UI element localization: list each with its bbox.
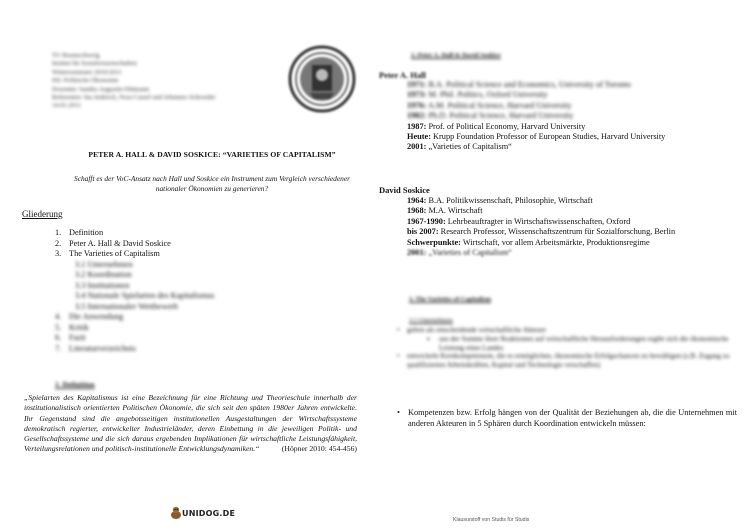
bio-blurred-section — [407, 80, 737, 122]
toc-sub-item: 3.1 Unternehmen — [75, 259, 133, 269]
toc-item-number: 5. — [55, 322, 62, 332]
bio-text: Ph.D. Political Science, Harvard University — [428, 111, 574, 121]
bio-year: 2001: — [407, 248, 427, 258]
toc-item-label: Definition — [69, 228, 104, 237]
toc-item-label: Die Anwendung — [69, 312, 124, 321]
table-of-contents — [55, 228, 355, 354]
bio-year: Heute: — [407, 132, 431, 142]
bio-text: M. Phil. Politics, Oxford University — [428, 90, 548, 100]
toc-item — [55, 344, 355, 355]
bio-row — [407, 206, 737, 216]
header-line: Wintersemester 2010/2011 — [52, 68, 122, 76]
toc-item-label: Fazit — [69, 333, 86, 342]
header-line: Institut für Sozialwissenschaften — [52, 60, 137, 68]
bio-text: Prof. of Political Economy, Harvard University — [428, 121, 586, 131]
sub-bullet-item: ▪ aus der Summe ihrer Reaktionen auf wirtschaftliche Herausforderungen ergibt sich die ökonomische Leistung eines Landes — [397, 335, 737, 353]
bio-text: Wirtschaft, vor allem Arbeitsmärkte, Produktionsregime — [462, 237, 650, 247]
document-title: PETER A. HALL & DAVID SOSKICE: “VARIETIES OF CAPITALISM” — [88, 150, 336, 159]
bio-year: 1971: — [407, 80, 427, 89]
subsection-heading: 3.1 Unternehmen — [409, 317, 453, 324]
bio-text: Research Professor, Wissenschaftszentrum für Sozialforschung, Berlin — [440, 227, 676, 237]
person-name: Peter A. Hall — [379, 70, 426, 80]
bullet-item: • entwickeln Kernkompetenzen, die es ermöglichen, ökonomische Erfolgschancen zu bewältigen (z.B. Zugang zu qualifizierten Arbeitskräften, Kapital und Technologie verschaffen) — [397, 352, 737, 370]
bio-row — [407, 132, 737, 142]
toc-sub-item: 3.4 Nationale Spielarten des Kapitalismus — [75, 291, 215, 300]
bio-text: A.M. Political Science, Harvard University — [427, 100, 572, 110]
university-seal-icon — [288, 45, 356, 113]
dog-logo-icon — [170, 506, 182, 520]
toc-item-label: Literaturverzeichnis — [69, 343, 136, 353]
footer-slogan: Klausurstoff von Studis für Studis — [453, 517, 530, 523]
toc-sub-item: 3.2 Koordination — [75, 270, 132, 279]
bio-row — [407, 227, 737, 237]
toc-blurred-section — [55, 260, 355, 355]
bullet-list — [397, 408, 737, 429]
bio-year: 1967-1990: — [407, 216, 446, 226]
section-heading: 1. Definition — [55, 380, 95, 389]
quote-text: „Spielarten des Kapitalismus ist eine Bezeichnung für eine Richtung und Theorieschule innerhalb der institutionalistisch orientierten Politischen Ökonomie, die sich seit den späten 1980er Jahren entwickelte. Ihr Gegenstand sind die angebotsseitigen institutionellen Ausgestaltungen der Wirtschaftssysteme demokratisch regierter, entwickelter Industrieländer, deren Einbettung in die jeweiligen Politik- und Gesellschaftssysteme und die sich daraus ergebenden Implikationen für wirtschaftliche Leistungsfähigkeit, Verteilungsrelationen und politisch-institutionelle Entwicklungsdynamiken.“ — [24, 393, 357, 454]
toc-heading: Gliederung — [22, 209, 63, 219]
toc-item — [55, 323, 355, 334]
bio-year: Schwerpunkte: — [407, 237, 461, 247]
bio-row — [407, 90, 737, 100]
bio-year: bis 2007: — [407, 227, 439, 237]
toc-item — [55, 228, 355, 239]
document-header — [52, 52, 282, 111]
header-line: HS: Politische Ökonomie — [52, 77, 119, 85]
bio-text: Lehrbeauftragter in Wirtschaftswissenschaften, Oxford — [447, 216, 631, 226]
research-question: Schafft es der VoC-Ansatz nach Hall und Soskice ein Instrument zum Vergleich verschiedener nationaler Ökonomien zu generieren? — [74, 174, 350, 193]
toc-item — [55, 239, 355, 250]
toc-item-number: 2. — [55, 238, 62, 248]
definition-quote — [24, 393, 357, 455]
bio-year: 2001: — [407, 142, 427, 152]
toc-item — [55, 249, 355, 260]
bio-row — [407, 101, 737, 111]
header-line: TU Braunschweig — [52, 52, 100, 59]
bio-row — [407, 142, 737, 152]
soskice-biography — [407, 196, 737, 258]
bio-year: 1964: — [407, 196, 427, 205]
bio-year: 1987: — [407, 121, 427, 131]
bio-row — [407, 238, 737, 248]
toc-sub-item: 3.3 Institutionen — [75, 280, 130, 290]
bio-text: B.A. Politikwissenschaft, Philosophie, Wirtschaft — [428, 196, 593, 205]
toc-item-label: Peter A. Hall & David Soskice — [69, 238, 171, 248]
bio-text: „Varieties of Capitalism“ — [428, 248, 512, 258]
toc-item-number: 6. — [55, 333, 62, 342]
hall-biography — [407, 80, 737, 153]
bio-text: B.A. Political Science and Economics, University of Toronto — [428, 80, 631, 89]
bio-year: 1968: — [407, 206, 427, 216]
bio-text: M.A. Wirtschaft — [428, 206, 483, 216]
toc-item-number: 4. — [55, 312, 62, 321]
right-page — [375, 0, 750, 531]
header-line: 14.01.2011 — [52, 102, 82, 110]
bullet-list-blurred — [397, 326, 737, 370]
toc-item-number: 3. — [55, 249, 62, 258]
bio-text: Krupp Foundation Professor of European Studies, Harvard University — [433, 132, 666, 142]
bio-year: 1973: — [407, 90, 427, 100]
bio-row — [407, 217, 737, 227]
bio-row — [407, 80, 737, 90]
header-line: Referenten: Ina Jenkirch, Nora Cassel und Johannes Schroeder — [52, 94, 216, 102]
toc-item-label: The Varieties of Capitalism — [69, 249, 160, 258]
toc-item-number: 1. — [55, 228, 62, 237]
bio-row — [407, 196, 737, 206]
bio-row — [407, 248, 737, 258]
toc-sub-item: 3.5 Internationaler Wettbewerb — [75, 301, 179, 311]
toc-item-number: 7. — [55, 343, 62, 353]
bio-row — [407, 122, 737, 132]
person-name: David Soskice — [379, 185, 430, 195]
bio-text: „Varieties of Capitalism“ — [428, 142, 512, 152]
toc-item-label: Kritik — [69, 322, 89, 332]
section-heading: 2. Peter A. Hall & David Soskice — [411, 52, 501, 59]
header-line: Dozentin: Sandra Augustin-Dittmann — [52, 85, 150, 93]
bullet-item: • Kompetenzen bzw. Erfolg hängen von der Qualität der Beziehungen ab, die die Unternehmen mit anderen Akteuren in 5 Sphären durch Koordination entwickeln müssen: — [397, 408, 737, 429]
bullet-item: • gelten als entscheidende wirtschaftliche Akteure — [397, 326, 737, 335]
quote-source: (Höpner 2010: 454-456) — [281, 444, 357, 454]
section-heading: 3. The Varieties of Capitalism — [409, 296, 492, 303]
site-logo: UNIDOG.DE — [182, 509, 236, 518]
bio-year: 1976: — [407, 100, 427, 110]
toc-item — [55, 333, 355, 344]
bio-year: 1982: — [407, 111, 427, 121]
toc-item — [55, 312, 355, 323]
bio-row — [407, 111, 737, 121]
